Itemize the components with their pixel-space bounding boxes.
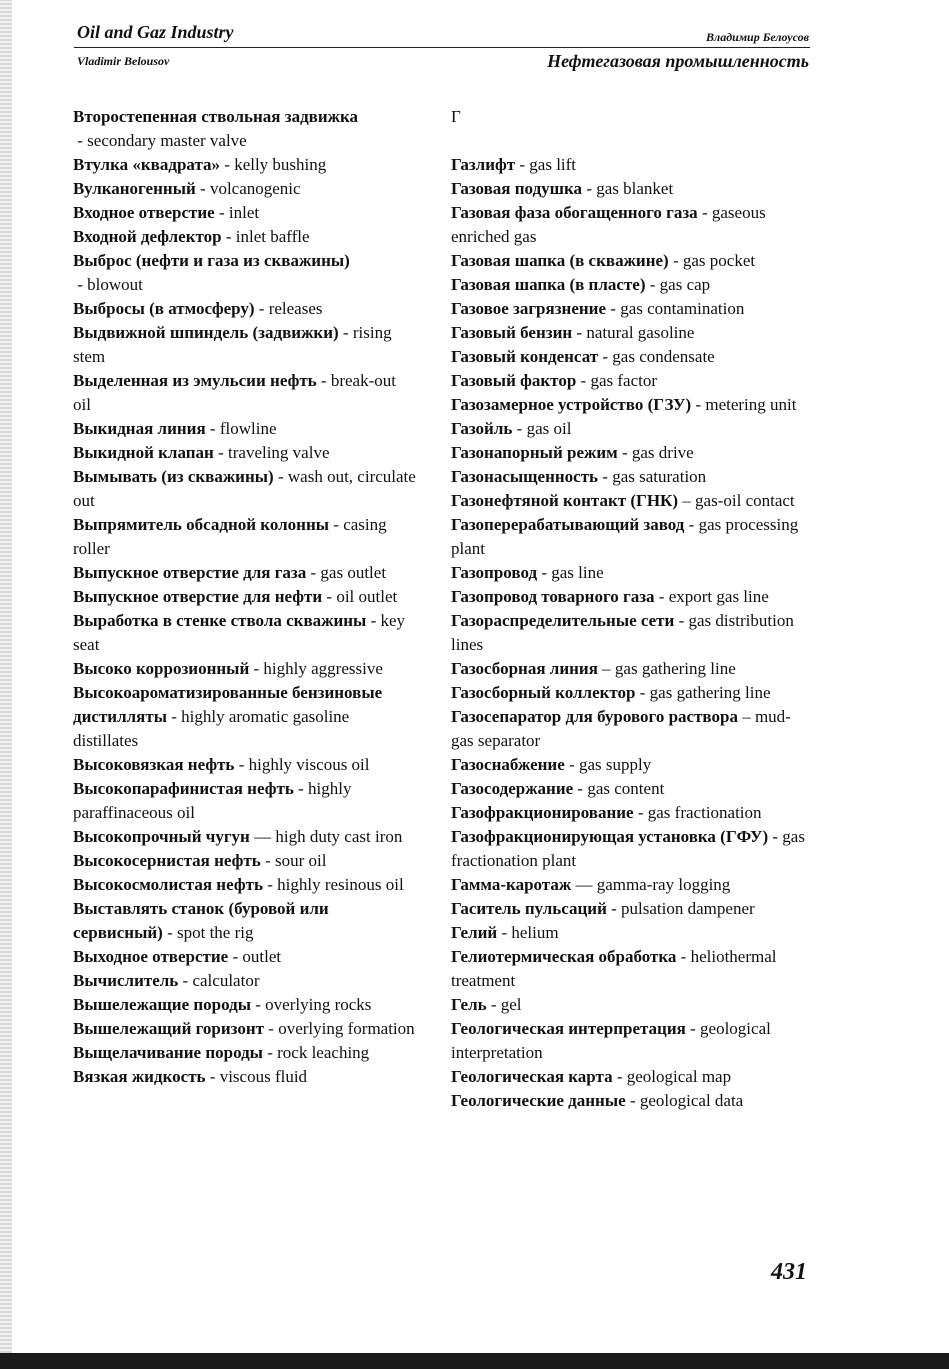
entry-definition: gas gathering line — [649, 683, 771, 702]
dictionary-entry — [451, 489, 809, 513]
entry-term: Высоко коррозионный — [73, 659, 250, 678]
entry-definition: gas fractionation plant — [451, 827, 805, 870]
entry-separator: - — [166, 707, 182, 726]
entry-definition: gas factor — [590, 371, 658, 390]
dictionary-entry — [73, 153, 418, 177]
entry-definition: gas distribution lines — [451, 611, 794, 654]
entry-definition: geological interpretation — [451, 1019, 771, 1062]
header-rule — [74, 47, 810, 48]
entry-definition: metering unit — [705, 395, 797, 414]
right-column-entries — [451, 153, 809, 1113]
entry-term: Высоковязкая нефть — [73, 755, 235, 774]
entry-definition: releases — [268, 299, 323, 318]
entry-definition: highly paraffinaceous oil — [73, 779, 352, 822]
entry-separator: - — [205, 419, 220, 438]
entry-definition: heliothermal treatment — [451, 947, 777, 990]
entry-term: Выпрямитель обсадной колонны — [73, 515, 330, 534]
entry-definition: flowline — [219, 419, 277, 438]
entry-separator: - — [329, 515, 344, 534]
entry-definition: calculator — [192, 971, 260, 990]
entry-definition: highly viscous oil — [248, 755, 370, 774]
left-column — [73, 105, 418, 1089]
entry-definition: highly aromatic gasoline distillates — [73, 707, 350, 750]
entry-term: Выброс (нефти и газа из скважины) — [73, 251, 350, 270]
dictionary-entry — [73, 825, 418, 849]
dictionary-entry — [73, 321, 418, 369]
entry-term: Вязкая жидкость — [73, 1067, 206, 1086]
entry-definition: mud-gas separator — [451, 707, 791, 750]
entry-term: Гель — [451, 995, 487, 1014]
dictionary-entry — [73, 1041, 418, 1065]
entry-separator: - — [254, 299, 269, 318]
dictionary-entry — [451, 993, 809, 1017]
entry-term: Геологические данные — [451, 1091, 626, 1110]
dictionary-entry — [451, 945, 809, 993]
entry-separator: – — [678, 491, 696, 510]
entry-definition: gas gathering line — [614, 659, 736, 678]
entry-definition: gas lift — [529, 155, 577, 174]
entry-term: Выходное отверстие — [73, 947, 229, 966]
entry-definition: gaseous enriched gas — [451, 203, 766, 246]
entry-term: Газовый конденсат — [451, 347, 599, 366]
page-number: 431 — [771, 1259, 807, 1285]
entry-definition: inlet baffle — [235, 227, 310, 246]
entry-separator: - — [251, 995, 266, 1014]
entry-separator: – — [737, 707, 755, 726]
dictionary-entry — [73, 177, 418, 201]
entry-term: Геологическая интерпретация — [451, 1019, 686, 1038]
entry-separator: - — [685, 1019, 701, 1038]
dictionary-entry — [451, 921, 809, 945]
entry-definition: secondary master valve — [87, 131, 247, 150]
entry-term: Высокоароматизированные бензиновые дистилляты — [73, 683, 383, 726]
entry-term: Газоперерабатывающий завод — [451, 515, 685, 534]
entry-separator: - — [73, 275, 88, 294]
entry-definition: export gas line — [668, 587, 769, 606]
entry-term: Высокосмолистая нефть — [73, 875, 263, 894]
dictionary-entry — [73, 753, 418, 777]
entry-definition: gas fractionation — [647, 803, 762, 822]
entry-definition: gas drive — [631, 443, 694, 462]
entry-definition: geological data — [639, 1091, 744, 1110]
entry-separator: - — [691, 395, 706, 414]
entry-term: Газофракционирующая установка (ГФУ) — [451, 827, 769, 846]
entry-separator: - — [598, 467, 613, 486]
entry-definition: oil outlet — [336, 587, 398, 606]
dictionary-entry — [451, 897, 809, 921]
entry-separator: - — [497, 923, 512, 942]
entry-separator: – — [597, 659, 615, 678]
entry-term: Вышележащие породы — [73, 995, 251, 1014]
entry-definition: kelly bushing — [234, 155, 327, 174]
entry-term: Выкидная линия — [73, 419, 206, 438]
entry-term: Гаситель пульсаций — [451, 899, 607, 918]
entry-separator: - — [338, 323, 353, 342]
dictionary-entry — [451, 825, 809, 873]
entry-separator: - — [676, 947, 691, 966]
entry-term: Газовая подушка — [451, 179, 583, 198]
dictionary-entry — [451, 201, 809, 249]
entry-definition: helium — [511, 923, 559, 942]
header-author-ru: Владимир Белоусов — [706, 30, 809, 44]
dictionary-entry — [451, 249, 809, 273]
dictionary-entry — [451, 513, 809, 561]
entry-term: Гелиотермическая обработка — [451, 947, 677, 966]
entry-term: Выщелачивание породы — [73, 1043, 263, 1062]
entry-term: Газовый бензин — [451, 323, 573, 342]
dictionary-entry — [73, 513, 418, 561]
entry-term: Вымывать (из скважины) — [73, 467, 274, 486]
entry-separator: - — [633, 803, 648, 822]
dictionary-entry — [73, 993, 418, 1017]
entry-separator: - — [214, 203, 229, 222]
entry-definition: gas content — [587, 779, 665, 798]
entry-definition: sour oil — [274, 851, 327, 870]
entry-term: Выделенная из эмульсии нефть — [73, 371, 317, 390]
entry-term: Выпускное отверстие для нефти — [73, 587, 323, 606]
entry-definition: blowout — [87, 275, 143, 294]
entry-definition: gas supply — [578, 755, 652, 774]
entry-term: Гелий — [451, 923, 498, 942]
entry-separator: - — [178, 971, 193, 990]
entry-term: Вышележащий горизонт — [73, 1019, 265, 1038]
entry-term: Газовая фаза обогащенного газа — [451, 203, 698, 222]
entry-separator: - — [512, 419, 527, 438]
dictionary-entry — [451, 153, 809, 177]
dictionary-entry — [451, 1089, 809, 1113]
dictionary-entry — [73, 249, 418, 297]
dictionary-entry — [73, 609, 418, 657]
entry-definition: rock leaching — [277, 1043, 370, 1062]
entry-separator: - — [654, 587, 669, 606]
dictionary-entry — [451, 465, 809, 489]
dictionary-entry — [451, 705, 809, 753]
entry-term: Газонасыщенность — [451, 467, 599, 486]
dictionary-entry — [73, 369, 418, 417]
dictionary-entry — [451, 777, 809, 801]
entry-definition: gamma-ray logging — [596, 875, 731, 894]
entry-definition: gas processing plant — [451, 515, 799, 558]
entry-separator: - — [572, 323, 587, 342]
entry-definition: high duty cast iron — [275, 827, 403, 846]
dictionary-entry — [451, 561, 809, 585]
scan-bottom-edge — [0, 1353, 949, 1369]
dictionary-entry — [451, 681, 809, 705]
entry-separator: - — [273, 467, 288, 486]
dictionary-entry — [451, 609, 809, 657]
entry-term: Выкидной клапан — [73, 443, 214, 462]
entry-term: Вычислитель — [73, 971, 179, 990]
entry-separator: - — [606, 299, 621, 318]
entry-separator: — — [249, 827, 276, 846]
entry-separator: - — [564, 755, 579, 774]
dictionary-entry — [73, 849, 418, 873]
dictionary-entry — [451, 177, 809, 201]
entry-definition: traveling valve — [228, 443, 330, 462]
entry-term: Выпускное отверстие для газа — [73, 563, 307, 582]
entry-separator: - — [306, 563, 321, 582]
entry-term: Геологическая карта — [451, 1067, 613, 1086]
dictionary-entry — [73, 777, 418, 825]
entry-separator: - — [366, 611, 381, 630]
entry-separator: - — [768, 827, 783, 846]
entry-definition: pulsation dampener — [621, 899, 755, 918]
entry-definition: gas outlet — [320, 563, 387, 582]
dictionary-entry — [73, 1065, 418, 1089]
entry-definition: key seat — [73, 611, 406, 654]
header-author-en: Vladimir Belousov — [77, 54, 170, 68]
entry-definition: highly aggressive — [263, 659, 383, 678]
entry-definition: inlet — [228, 203, 260, 222]
entry-term: Газосборный коллектор — [451, 683, 636, 702]
section-letter: Г — [451, 107, 461, 126]
entry-separator: - — [293, 779, 308, 798]
dictionary-entry — [73, 897, 418, 945]
entry-definition: gas blanket — [596, 179, 674, 198]
entry-separator: - — [322, 587, 337, 606]
right-column — [451, 105, 809, 1113]
entry-separator: - — [195, 179, 210, 198]
dictionary-entry — [451, 417, 809, 441]
entry-separator: - — [262, 875, 278, 894]
entry-separator: - — [515, 155, 530, 174]
entry-separator: - — [213, 443, 229, 462]
entry-term: Газовое загрязнение — [451, 299, 607, 318]
entry-definition: geological map — [626, 1067, 732, 1086]
entry-separator: - — [260, 851, 275, 870]
entry-term: Газонапорный режим — [451, 443, 618, 462]
entry-term: Выработка в стенке ствола скважины — [73, 611, 367, 630]
entry-separator: - — [617, 443, 632, 462]
entry-definition: gas saturation — [612, 467, 707, 486]
entry-definition: break-out oil — [73, 371, 396, 414]
entry-definition: volcanogenic — [209, 179, 301, 198]
dictionary-entry — [73, 1017, 418, 1041]
entry-separator: - — [668, 251, 683, 270]
dictionary-entry — [73, 945, 418, 969]
dictionary-entry — [451, 873, 809, 897]
entry-separator: - — [598, 347, 613, 366]
entry-separator: - — [625, 1091, 640, 1110]
dictionary-entry — [73, 681, 418, 753]
entry-term: Гамма-каротаж — [451, 875, 572, 894]
entry-separator: - — [582, 179, 597, 198]
dictionary-entry — [73, 585, 418, 609]
entry-term: Газоснабжение — [451, 755, 565, 774]
entry-term: Газовая шапка (в пласте) — [451, 275, 646, 294]
entry-separator: - — [635, 683, 650, 702]
entry-definition: viscous fluid — [219, 1067, 308, 1086]
entry-separator: - — [674, 611, 689, 630]
entry-term: Высокосернистая нефть — [73, 851, 261, 870]
entry-separator: - — [316, 371, 331, 390]
dictionary-entry — [73, 297, 418, 321]
entry-term: Втулка «квадрата» — [73, 155, 221, 174]
entry-separator: - — [220, 155, 235, 174]
entry-term: Высокопарафинистая нефть — [73, 779, 294, 798]
entry-term: Выставлять станок (буровой или сервисный) — [73, 899, 329, 942]
entry-separator: - — [645, 275, 660, 294]
dictionary-entry — [451, 321, 809, 345]
entry-definition: outlet — [242, 947, 282, 966]
entry-term: Газозамерное устройство (ГЗУ) — [451, 395, 692, 414]
entry-term: Газофракционирование — [451, 803, 634, 822]
entry-term: Газопровод — [451, 563, 538, 582]
entry-term: Газовый фактор — [451, 371, 577, 390]
entry-definition: gas oil — [526, 419, 572, 438]
entry-term: Газосепаратор для бурового раствора — [451, 707, 738, 726]
dictionary-entry — [73, 657, 418, 681]
dictionary-entry — [451, 657, 809, 681]
entry-definition: spot the rig — [176, 923, 254, 942]
header-title-ru: Нефтегазовая промышленность — [547, 51, 809, 71]
dictionary-entry — [451, 801, 809, 825]
entry-definition: gas condensate — [612, 347, 715, 366]
entry-definition: gas-oil contact — [695, 491, 795, 510]
dictionary-entry — [451, 753, 809, 777]
entry-separator: - — [221, 227, 236, 246]
entry-term: Выбросы (в атмосферу) — [73, 299, 255, 318]
entry-definition: gas line — [551, 563, 604, 582]
dictionary-entry — [73, 561, 418, 585]
entry-term: Второстепенная ствольная задвижка — [73, 107, 359, 126]
dictionary-entry — [73, 441, 418, 465]
entry-definition: highly resinous oil — [277, 875, 404, 894]
dictionary-entry — [451, 393, 809, 417]
entry-definition: rising stem — [73, 323, 392, 366]
entry-term: Газораспределительные сети — [451, 611, 675, 630]
dictionary-entry — [451, 369, 809, 393]
entry-term: Вулканогенный — [73, 179, 196, 198]
entry-separator: - — [576, 371, 591, 390]
scan-edge — [0, 0, 12, 1369]
entry-term: Выдвижной шпиндель (задвижки) — [73, 323, 339, 342]
entry-separator: — — [571, 875, 597, 894]
entry-term: Газлифт — [451, 155, 516, 174]
dictionary-entry — [73, 465, 418, 513]
entry-definition: gas contamination — [620, 299, 745, 318]
entry-term: Высокопрочный чугун — [73, 827, 250, 846]
entry-definition: gas pocket — [682, 251, 756, 270]
entry-term: Входной дефлектор — [73, 227, 222, 246]
entry-definition: gel — [500, 995, 522, 1014]
entry-term: Газопровод товарного газа — [451, 587, 655, 606]
dictionary-entry — [451, 273, 809, 297]
dictionary-entry — [451, 1017, 809, 1065]
entry-definition: natural gasoline — [586, 323, 695, 342]
entry-separator: - — [262, 1043, 278, 1062]
dictionary-entry — [451, 297, 809, 321]
entry-definition: overlying formation — [278, 1019, 415, 1038]
entry-separator: - — [73, 131, 88, 150]
dictionary-entry — [73, 105, 418, 153]
dictionary-entry — [73, 873, 418, 897]
dictionary-entry — [451, 1065, 809, 1089]
entry-separator: - — [606, 899, 622, 918]
dictionary-entry — [451, 585, 809, 609]
entry-separator: - — [486, 995, 501, 1014]
dictionary-entry — [73, 417, 418, 441]
dictionary-entry — [73, 969, 418, 993]
entry-separator: - — [264, 1019, 279, 1038]
entry-separator: - — [697, 203, 712, 222]
dictionary-entry — [73, 201, 418, 225]
entry-separator: - — [234, 755, 249, 774]
entry-separator: - — [228, 947, 243, 966]
header-title-en: Oil and Gaz Industry — [77, 22, 234, 42]
entry-separator: - — [205, 1067, 220, 1086]
entry-term: Газосодержание — [451, 779, 574, 798]
entry-separator: - — [537, 563, 552, 582]
entry-separator: - — [573, 779, 588, 798]
entry-definition: overlying rocks — [265, 995, 372, 1014]
entry-term: Газойль — [451, 419, 513, 438]
entry-separator: - — [249, 659, 264, 678]
dictionary-entry — [451, 345, 809, 369]
dictionary-entry — [73, 225, 418, 249]
entry-term: Газосборная линия — [451, 659, 598, 678]
entry-term: Входное отверстие — [73, 203, 215, 222]
entry-definition: casing roller — [73, 515, 387, 558]
entry-term: Газовая шапка (в скважине) — [451, 251, 669, 270]
entry-definition: wash out, circulate out — [73, 467, 416, 510]
entry-separator: - — [684, 515, 699, 534]
entry-term: Газонефтяной контакт (ГНК) — [451, 491, 679, 510]
dictionary-entry — [451, 441, 809, 465]
entry-definition: gas cap — [659, 275, 711, 294]
entry-separator: - — [162, 923, 177, 942]
entry-separator: - — [612, 1067, 627, 1086]
